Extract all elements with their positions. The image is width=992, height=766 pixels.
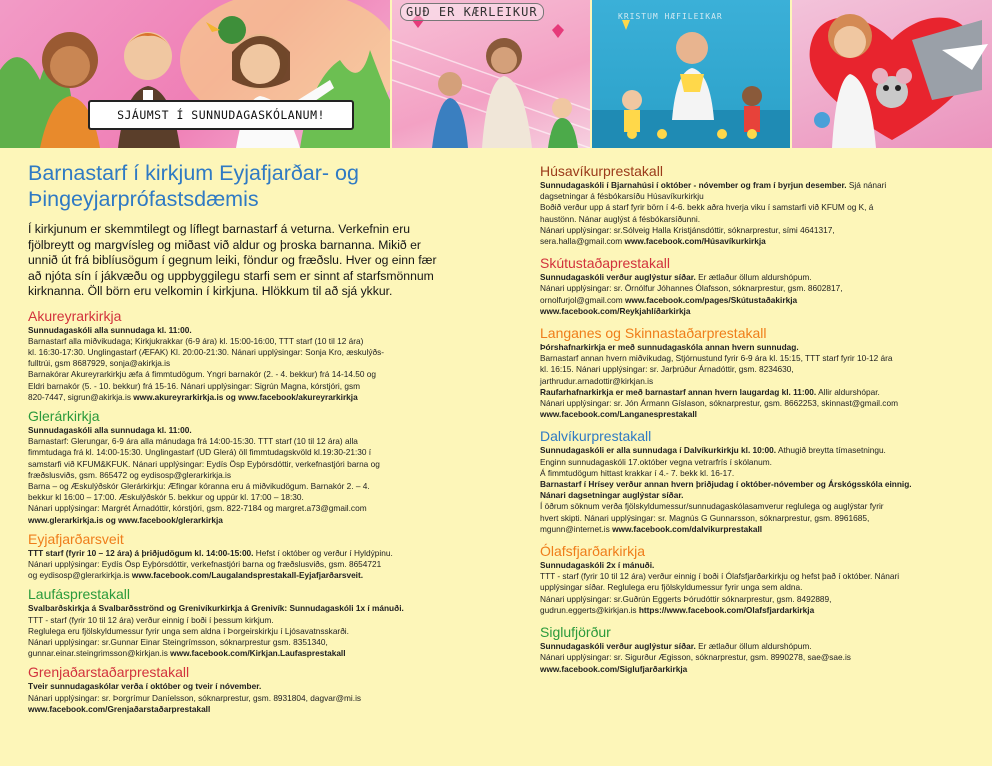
- section-line: og eydisosp@glerarkirkja.is: [28, 570, 132, 581]
- section-line: Í öðrum söknum verða fjölskyldumessur/sunnudagaskólasamverur reglulega og auglýstar fyrir: [540, 501, 884, 512]
- section-line: dagsetningar á fésbókarsíðu Húsavíkurkirkju: [540, 191, 704, 202]
- section-glerarkirkja: [28, 408, 456, 526]
- section-lead: TTT starf (fyrir 10 – 12 ára) á þriðjudögum kl. 14:00-15:00.: [28, 547, 254, 558]
- section-title: Skútustaðaprestakall: [540, 255, 670, 272]
- section-line: kl. 16:15. Nánari upplýsingar: sr. Jarþrúður Árnadóttir, gsm. 8234630,: [540, 364, 794, 375]
- section-line: jarthrudur.arnadottir@kirkjan.is: [540, 375, 654, 386]
- section-web-link[interactable]: www.facebook.com/Kirkjan.Laufasprestakall: [170, 648, 346, 659]
- banner-panel-3: [592, 0, 790, 148]
- section-line: Barnakórar Akureyrarkirkju æfa á fimmtudögum. Yngri barnakór (2. - 4. bekkur) frá 14-14.50 og: [28, 369, 377, 380]
- section-line: Nánari upplýsingar: sr. Örnólfur Jóhannes Ólafsson, sóknarprestur, gsm. 8602817,: [540, 283, 843, 294]
- section-title: Húsavíkurprestakall: [540, 163, 663, 179]
- section-lead: Nánari dagsetningar auglýstar síðar.: [540, 490, 684, 501]
- banner-panel-1: [0, 0, 390, 148]
- section-web-link[interactable]: www.facebook.com/pages/Skútustaðakirkja: [624, 294, 798, 305]
- section-line: Barna – og Æskulýðskór Glerárkirkju: Æfingar kóranna eru á miðvikudögum. Barnakór 2. – 4.: [28, 480, 370, 491]
- section-line: Nánari upplýsingar: Margrét Árnadóttir, kórstjóri, gsm. 822-7184 og margret.a73@gmail.com: [28, 503, 367, 514]
- section-line: mgunn@internet.is: [540, 523, 613, 534]
- section-lead: Sunnudagaskóli í Bjarnahúsi í október - nóvember og fram í byrjun desember.: [540, 180, 847, 190]
- section-title: Langanes og Skinnastaðarprestakall: [540, 325, 767, 342]
- section-line: hvert skipti. Nánari upplýsingar: sr. Magnús G Gunnarsson, sóknarprestur, gsm. 8961685,: [540, 512, 870, 523]
- section-grenjadarstadarprestakall: [28, 664, 456, 715]
- banner-panel-2: [392, 0, 590, 148]
- section-skutustadaprestakall: [540, 254, 972, 317]
- section-line: Enginn sunnudagaskóli 17.október vegna vetrarfrís í skólanum.: [540, 456, 772, 467]
- section-line: Er ætlaður öllum aldurshópum.: [695, 641, 812, 652]
- section-line: haustönn. Nánar auglýst á fésbókarsíðunni.: [540, 213, 701, 224]
- section-web-link[interactable]: www.glerarkirkja.is og www.facebook/glerarkirkja: [28, 514, 223, 525]
- section-title: Eyjafjarðarsveit: [28, 530, 124, 547]
- section-web-link[interactable]: www.facebook.com/Húsavíkurkirkja: [624, 236, 766, 247]
- section-lead: Sunnudagaskóli alla sunnudaga kl. 11:00.: [28, 424, 192, 435]
- section-laufasprestakall: [28, 586, 456, 659]
- section-web-link[interactable]: www.facebook.com/Langanesprestakall: [540, 409, 697, 420]
- banner-panel-4: [792, 0, 992, 148]
- section-web-link[interactable]: www.facebook.com/Reykjahlíðarkirkja: [540, 305, 691, 316]
- section-title: Siglufjörður: [540, 624, 611, 641]
- section-title: Ólafsfjarðarkirkja: [540, 543, 646, 560]
- section-lead: Svalbarðskirkja á Svalbarðsströnd og Grenivíkurkirkja á Grenivík: Sunnudagaskóli 1x í mánuði.: [28, 603, 404, 614]
- section-line: TTT - starf (fyrir 10 til 12 ára) verður einnig í boði í þessum kirkjum.: [28, 614, 274, 625]
- section-line: upplýsingar síðar. Reglulega eru fjölskyldumessur fyrir unga sem aldna.: [540, 582, 803, 593]
- section-lead: Sunnudagaskóli verður auglýstur síðar.: [540, 641, 696, 652]
- section-web-link[interactable]: www.facebook.com/Laugalandsprestakall-Eyjafjarðarsveit.: [131, 570, 364, 581]
- section-line: Eldri barnakór (5. - 10. bekkur) frá 15-16. Nánari upplýsingar: Sigrún Magna, kórstjóri, gsm: [28, 380, 361, 391]
- section-lead: Raufarhafnarkirkja er með barnastarf annan hvern laugardag kl. 11:00.: [540, 386, 817, 397]
- section-web-link[interactable]: www.facebook.com/Siglufjarðarkirkja: [540, 663, 688, 674]
- intro-line: fjölbreytt og margvísleg og miðast við aldur og þroska barnanna. Mikið er: [28, 237, 421, 252]
- intro-line: unnið út frá biblíusögum í gegnum leiki, föndur og fræðslu. Hver og einn fær: [28, 253, 437, 267]
- section-line: fimmtudaga frá kl. 14:00-15:30. Unglingastarf (UD Glerá) öll fimmtudagskvöld kl.19:30-21:30 í: [28, 447, 372, 458]
- love-illustration: [392, 0, 590, 148]
- section-line: gunnar.einar.steingrimsson@kirkjan.is: [28, 648, 171, 659]
- section-lead: Þórshafnarkirkja er með sunnudagaskóla annan hvern sunnudag.: [540, 342, 799, 353]
- section-olafsfjardarkirkja: [540, 542, 972, 616]
- section-title: Laufásprestakall: [28, 586, 130, 603]
- section-line: Nánari upplýsingar: sr. Þorgrímur Daníelsson, sóknarprestur, gsm. 8931804, dagvar@mi.is: [28, 692, 362, 703]
- section-lead: Barnastarf í Hrísey verður annan hvern þriðjudag í október-nóvember og Árskógsskóla einnig.: [540, 479, 912, 490]
- section-line: gudrun.eggerts@kirkjan.is: [540, 604, 639, 615]
- section-lead: Sunnudagaskóli alla sunnudaga kl. 11:00.: [28, 324, 192, 335]
- intro-line: Í kirkjunum er skemmtilegt og líflegt barnastarf á veturna. Verkefnin eru: [28, 222, 411, 236]
- section-web-link[interactable]: www.facebook.com/Grenjaðarstaðarprestakall: [28, 703, 211, 714]
- trophy-illustration: [592, 0, 790, 148]
- section-line: bekkur kl 16:00 – 17:00. Æskulýðskór 5. bekkur og uppúr kl. 17:00 – 18:30.: [28, 492, 304, 503]
- section-line: Nánari upplýsingar: sr. Sigurður Ægisson, sóknarprestur, gsm. 8990278, sae@sae.is: [540, 652, 851, 663]
- section-husavikurprestakall: [540, 162, 972, 247]
- section-line: Reglulega eru fjölskyldumessur fyrir unga sem aldna í Þorgeirskirkju í Ljósavatnsskarði.: [28, 625, 349, 636]
- section-line: Nánari upplýsingar: sr.Guðrún Eggerts Þórudóttir sóknarprestur, gsm. 8492889,: [540, 593, 832, 604]
- section-line: Sjá nánari: [846, 180, 887, 190]
- page-title-line-1: Barnastarf í kirkjum Eyjafjarðar- og: [28, 161, 359, 185]
- section-akureyrarkirkja: [28, 308, 456, 403]
- section-line: fræðslusviðs, gsm. 865472 og eydisosp@glerarkirkja.is: [28, 469, 232, 480]
- section-line: Allir aldurshópar.: [816, 386, 880, 397]
- section-line: TTT - starf (fyrir 10 til 12 ára) verður einnig í boði í Ólafsfjarðarkirkju og hefst það í október. Nánari: [540, 571, 900, 582]
- banner: [0, 0, 992, 148]
- section-line: Barnastarf alla miðvikudaga; Kirkjukrakkar (6-9 ára) kl. 15:00-16:00, TTT starf (10 til 12 ára): [28, 335, 364, 346]
- section-line: kl. 16:30-17:30. Unglingastarf (ÆFAK) Kl. 20:00-21:30. Nánari upplýsingar: Sonja Kro, æskulýðs-: [28, 346, 385, 357]
- intro-line: kirknanna. Öll börn eru velkomin í kirkjuna. Hlökkum til að sjá ykkur.: [28, 284, 393, 298]
- page-title-line-2: Þingeyjarprófastsdæmis: [28, 187, 259, 211]
- section-langanes-og-skinnastadarprestakall: [540, 324, 972, 420]
- section-web-link[interactable]: www.facebook.com/dalvikurprestakall: [612, 523, 763, 534]
- section-line: Athugið breytta tímasetningu.: [776, 445, 886, 456]
- heart-illustration: [792, 0, 992, 148]
- section-line: Nánari upplýsingar: sr.Gunnar Einar Steingrímsson, sóknarprestur gsm. 8351340,: [28, 636, 328, 647]
- banner-speech-bubble: SJÁUMST Í SUNNUDAGASKÓLANUM!: [88, 100, 354, 130]
- section-title: Grenjaðarstaðarprestakall: [28, 664, 190, 681]
- section-line: sera.halla@gmail.com: [540, 236, 625, 247]
- section-line: ornolfurjol@gmail.com: [540, 294, 625, 305]
- section-line: Hefst í október og verður í Hyldýpinu.: [253, 547, 393, 558]
- section-lead: Sunnudagaskóli 2x í mánuði.: [540, 560, 655, 571]
- section-line: Er ætlaður öllum aldurshópum.: [695, 272, 812, 283]
- section-lead: Sunnudagaskóli er alla sunnudaga í Dalvíkurkirkju kl. 10:00.: [540, 445, 777, 456]
- section-lead: Sunnudagaskóli verður auglýstur síðar.: [540, 272, 696, 283]
- section-title: Dalvíkurprestakall: [540, 428, 652, 445]
- section-line: Á fimmtudögum hittast krakkar í 4.- 7. bekk kl. 16-17.: [540, 467, 735, 478]
- section-lead: Tveir sunnudagaskólar verða í október og tveir í nóvember.: [28, 681, 262, 692]
- section-line: Boðið verður upp á starf fyrir börn í 4-6. bekk aðra hverja viku í samstarfi við KFUM og K, á: [540, 202, 874, 213]
- section-title: Akureyrarkirkja: [28, 307, 122, 324]
- section-eyjafjardarsveit: [28, 531, 456, 582]
- section-line: Barnastarf: Glerungar, 6-9 ára alla mánudaga frá 14:00-15:30. TTT starf (10 til 12 ára) alla: [28, 436, 358, 447]
- section-line: 820-7447, sigrun@akirkja.is: [28, 391, 134, 402]
- banner-trophy-text: KRISTUM HÆFILEIKAR: [618, 12, 723, 21]
- section-line: Nánari upplýsingar: Eydís Ösp Eyþórsdóttir, verkefnastjóri barna og fræðslusviðs, gsm. 8654721: [28, 558, 382, 569]
- left-column: [28, 160, 456, 720]
- section-line: samstarfi við KFUM&KFUK. Nánari upplýsingar: Eydís Ösp Eyþórsdóttir, verkefnastjóri barna og: [28, 458, 380, 469]
- page-title: [28, 160, 456, 212]
- section-web-link[interactable]: www.akureyrarkirkja.is og www.facebook/akureyrarkirkja: [133, 391, 358, 402]
- intro-paragraph: [28, 222, 456, 300]
- section-line: fulltrúi, gsm 8687929, sonja@akirkja.is: [28, 358, 171, 369]
- right-column: [540, 162, 972, 682]
- banner-love-text: GUÐ ER KÆRLEIKUR: [400, 3, 544, 21]
- section-title: Glerárkirkja: [28, 407, 100, 424]
- section-dalvikurprestakall: [540, 427, 972, 535]
- section-web-link[interactable]: https://www.facebook.com/Olafsfjardarkirkja: [638, 604, 815, 615]
- section-line: Nánari upplýsingar: sr.Sólveig Halla Kristjánsdóttir, sóknarprestur, sími 4641317,: [540, 224, 835, 235]
- section-line: Nánari upplýsingar: sr. Jón Ármann Gíslason, sóknarprestur, gsm. 8662253, skinnast@gmail.com: [540, 398, 898, 409]
- section-siglufjordur: [540, 623, 972, 675]
- intro-line: að njóta sín í jákvæðu og uppbyggilegu starfi sem er sinnt af starfsmönnum: [28, 268, 434, 283]
- section-line: Barnastarf annan hvern miðvikudag, Stjórnustund fyrir 6-9 ára kl. 15:15, TTT starf fyrir 10-12 ára: [540, 353, 893, 364]
